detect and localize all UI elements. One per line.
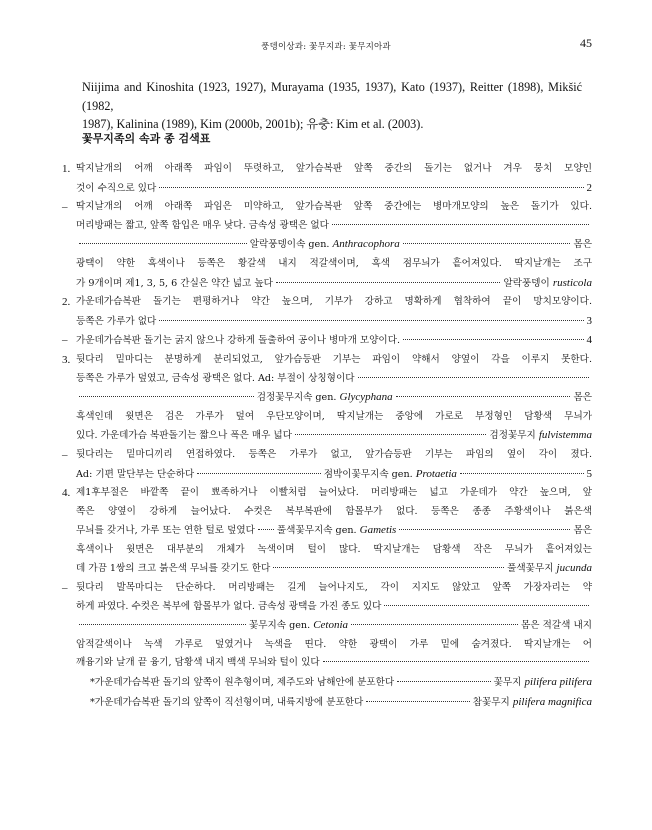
- species-name-sci: jucunda: [556, 562, 592, 575]
- dot-leader: [397, 681, 490, 682]
- key-couplet-3a: [62, 351, 592, 446]
- key-text: 데 가끔 1쌍의 크고 붉은색 무늬를 갖기도 한다: [76, 563, 271, 575]
- key-line: 쪽은 양옆이 강하게 늘어났다. 수컷은 복부복판에 함몰부가 없다. 등쪽은 종종 주황색이나 붉은색: [76, 505, 592, 517]
- key-lead-line: [76, 179, 592, 199]
- key-lead-line: [76, 331, 592, 351]
- key-text: 등쪽은 가루가 덮였고, 금속성 광택은 없다. Ad: 부절이 상칭형이다: [76, 372, 355, 384]
- species-name-ko: 검정꽃무지: [489, 430, 536, 442]
- dot-leader: [460, 473, 584, 474]
- species-name-sci: rusticola: [552, 276, 592, 289]
- genus-name-ko: 풀색꽃무지속 gen.: [276, 525, 357, 537]
- key-line: 흑색인데 윗면은 검은 가루가 덮여 우단모양이며, 딱지날개는 중앙에 가로로 부정형인 담황색 무늬가: [76, 410, 592, 422]
- dot-leader: [295, 434, 486, 435]
- couplet-marker: 3.: [62, 353, 71, 366]
- key-text: *가운데가슴복판 돌기의 앞쪽이 원추형이며, 제주도와 남해안에 분포한다: [90, 677, 395, 689]
- key-text: 몸은: [573, 392, 592, 404]
- section-heading: 꽃무지족의 속과 종 검색표: [82, 132, 211, 145]
- key-result-number: 3: [586, 314, 592, 327]
- references-line: Niijima and Kinoshita (1923, 1927), Murayama (1935, 1937), Kato (1937), Reitter (1898), Mikšić (1982,: [82, 80, 582, 113]
- dot-leader: [403, 243, 571, 244]
- species-name-ko: 꽃무지: [493, 677, 522, 689]
- species-name-sci: fulvistemma: [538, 429, 592, 442]
- dot-leader: [351, 624, 518, 625]
- genus-name-sci: Glycyphana: [339, 391, 393, 404]
- key-line: 뒷다리 발목마디는 단순하다. 머리방패는 길게 늘어나지도, 각이 지지도 않았고 앞쪽 가장자리는 약: [76, 582, 592, 594]
- references-line: 1987), Kalinina (1989), Kim (2000b, 2001b); 유충: Kim et al. (2003).: [82, 117, 424, 131]
- genus-name-ko: 검정꽃무지속 gen.: [256, 392, 337, 404]
- dot-leader: [79, 396, 254, 397]
- dot-leader: [358, 377, 590, 378]
- key-lead-line: [76, 521, 592, 541]
- dot-leader: [403, 339, 583, 340]
- key-text: 하게 파였다. 수컷은 복부에 함몰부가 없다. 금속성 광택을 가진 종도 있다: [76, 600, 382, 612]
- key-lead-line: [76, 312, 592, 332]
- key-lead-line: [76, 217, 592, 236]
- key-result-number: 5: [586, 467, 592, 480]
- key-text: 머리방패는 짧고, 앞쪽 함입은 매우 낮다. 금속성 광택은 없다: [76, 219, 329, 231]
- dot-leader: [399, 529, 570, 530]
- dot-leader: [366, 701, 469, 702]
- key-couplet-2b: [62, 331, 592, 351]
- key-result-number: 4: [586, 334, 592, 347]
- key-line: 딱지날개의 어깨 아래쪽 파임이 뚜렷하고, 앞가슴복판 앞쪽 중간의 돌기는 없거나 겨우 뭉치 모양인: [76, 163, 592, 174]
- key-text: *가운데가슴복판 돌기의 앞쪽이 직선형이며, 내륙지방에 분포한다: [90, 696, 364, 708]
- key-text: 있다. 가운데가슴 복판돌기는 짧으나 폭은 매우 넓다: [76, 430, 292, 442]
- key-lead-line: [76, 654, 592, 673]
- dot-leader: [79, 243, 247, 244]
- key-lead-line: [76, 235, 592, 255]
- key-couplet-3b: [62, 446, 592, 484]
- key-lead-line: [76, 673, 592, 693]
- key-couplet-4b: [62, 579, 592, 712]
- couplet-marker: 4.: [62, 487, 71, 500]
- key-couplet-1b: [62, 198, 592, 293]
- species-name-sci: pilifera magnifica: [512, 695, 592, 708]
- key-line: 뒷다리 밑마디는 분명하게 분리되었고, 앞가슴등판 기부는 파임이 약해서 양옆이 각을 이루지 못한다.: [76, 353, 592, 365]
- couplet-marker: –: [62, 448, 68, 461]
- key-lead-line: [76, 426, 592, 446]
- genus-name-sci: Gametis: [359, 524, 397, 537]
- dot-leader: [159, 187, 583, 188]
- key-lead-line: [76, 693, 592, 713]
- genus-name-ko: 점박이꽃무지속 gen.: [323, 468, 413, 480]
- key-text: 가 9개이며 제1, 3, 5, 6 간실은 약간 넓고 높다: [76, 277, 273, 289]
- species-name-sci: pilifera pilifera: [524, 676, 592, 689]
- genus-name-ko: 꽃무지속 gen.: [248, 620, 311, 632]
- key-text: 등쪽은 가루가 없다: [76, 315, 157, 327]
- key-lead-line: [76, 370, 592, 389]
- couplet-marker: 1.: [62, 163, 71, 175]
- key-line: 제1후부절은 바깥쪽 끝이 뾰족하거나 이빨처럼 늘어났다. 머리방패는 넓고 가운데가 약간 높으며, 앞: [76, 487, 592, 499]
- key-lead-line: [76, 616, 592, 636]
- couplet-marker: –: [62, 582, 68, 595]
- key-text: 무늬를 갖거나, 가루 또는 연한 털로 덮였다: [76, 525, 255, 537]
- dot-leader: [273, 567, 504, 568]
- key-lead-line: [76, 274, 592, 294]
- key-lead-line: [76, 559, 592, 579]
- couplet-marker: –: [62, 334, 68, 347]
- key-text: 가운데가슴복판 돌기는 굵지 않으나 강하게 돌출하여 공이나 병마개 모양이다.: [76, 335, 401, 347]
- dot-leader: [332, 224, 589, 225]
- couplet-marker: 2.: [62, 296, 71, 309]
- species-name-ko: 풀색꽃무지: [507, 563, 554, 575]
- dot-leader: [323, 661, 589, 662]
- dot-leader: [197, 473, 321, 474]
- species-name-ko: 알락풍뎅이: [503, 277, 550, 289]
- dot-leader: [396, 396, 571, 397]
- key-line: 흑색이나 윗면은 대부분의 개체가 녹색이며 털이 많다. 딱지날개는 담황색 작은 무늬가 흩어져있는: [76, 543, 592, 555]
- key-text: 몸은: [573, 525, 592, 537]
- key-line: 광택이 약한 흑색이나 등쪽은 황갈색 내지 적갈색이며, 흑색 점무늬가 흩어져있다. 딱지날개는 조구: [76, 257, 592, 269]
- key-text: Ad: 기편 말단부는 단순하다: [76, 468, 195, 480]
- key-line: 가운데가슴복판 돌기는 편평하거나 약간 높으며, 기부가 강하고 명확하게 협착하여 끝이 망치모양이다.: [76, 296, 592, 308]
- key-text: 몸은: [573, 239, 593, 251]
- key-couplet-1a: [62, 160, 592, 198]
- dot-leader: [384, 605, 589, 606]
- couplet-marker: –: [62, 201, 68, 214]
- genus-name-sci: Anthracophora: [332, 238, 400, 251]
- genus-name-sci: Protaetia: [415, 467, 457, 480]
- dot-leader: [276, 282, 501, 283]
- key-line: 뒷다리는 밑마디끼리 연접하였다. 등쪽은 가루가 없고, 앞가슴등판 기부는 파임의 옆이 각이 졌다.: [76, 448, 592, 460]
- running-header: 풍뎅이상과: 꽃무지과: 꽃무지아과: [261, 42, 391, 52]
- dot-leader: [258, 529, 274, 530]
- identification-key: [62, 160, 592, 712]
- references-paragraph: [82, 78, 582, 134]
- species-name-ko: 참꽃무지: [472, 696, 510, 708]
- genus-name-sci: Cetonia: [313, 619, 349, 632]
- key-lead-line: [76, 388, 592, 408]
- key-text: 것이 수직으로 있다: [76, 182, 157, 194]
- key-lead-line: [76, 465, 592, 485]
- page-number: 45: [580, 36, 592, 50]
- key-lead-line: [76, 598, 592, 617]
- dot-leader: [159, 320, 583, 321]
- dot-leader: [79, 624, 246, 625]
- key-couplet-4a: [62, 484, 592, 579]
- key-line: 딱지날개의 어깨 아래쪽 파임은 미약하고, 앞가슴복판 앞쪽 중간에는 병마개모양의 높은 돌기가 있다.: [76, 201, 592, 213]
- key-text: 깨융기와 날개 끝 융기, 담황색 내지 백색 무늬와 털이 있다: [76, 657, 320, 669]
- key-couplet-2a: [62, 293, 592, 331]
- key-line: 암적갈색이나 녹색 가루로 덮였거나 녹색을 띤다. 약한 광택이 가루 밑에 숨겨졌다. 딱지날개는 어: [76, 638, 592, 650]
- key-text: 몸은 적갈색 내지: [521, 620, 592, 632]
- genus-name-ko: 알락풍뎅이속 gen.: [249, 239, 330, 251]
- key-result-number: 2: [586, 181, 592, 194]
